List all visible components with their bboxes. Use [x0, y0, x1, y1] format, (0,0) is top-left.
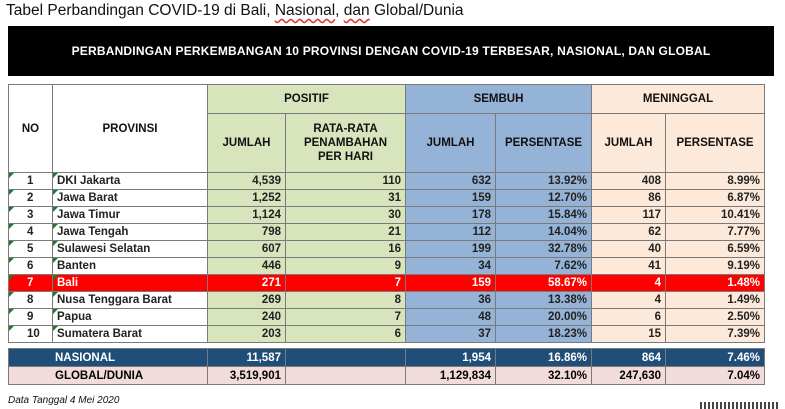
cell-positif-rata: 7: [286, 309, 406, 326]
cell-provinsi: Papua: [53, 309, 208, 326]
cell-meninggal-jumlah: 62: [592, 224, 666, 241]
cell-sembuh-jumlah: 112: [406, 224, 496, 241]
cell-provinsi: DKI Jakarta: [53, 173, 208, 190]
cell-no: 1: [9, 173, 53, 190]
cell-positif-rata: 7: [286, 275, 406, 292]
title-part: Tabel Perbandingan COVID-19 di Bali,: [6, 2, 275, 19]
global-rata: [286, 367, 406, 385]
cell-provinsi: Jawa Tengah: [53, 224, 208, 241]
global-label: GLOBAL/DUNIA: [9, 367, 208, 385]
nasional-positif: 11,587: [208, 349, 286, 367]
document-title: [6, 2, 464, 20]
table-row: [9, 224, 765, 241]
cell-no: 4: [9, 224, 53, 241]
cell-sembuh-persen: 12.70%: [496, 190, 592, 207]
cell-meninggal-persen: 7.77%: [666, 224, 765, 241]
cell-meninggal-jumlah: 4: [592, 275, 666, 292]
header-sembuh: SEMBUH: [406, 85, 592, 114]
cell-positif-rata: 110: [286, 173, 406, 190]
cell-no: 2: [9, 190, 53, 207]
nasional-sembuh: 1,954: [406, 349, 496, 367]
cell-positif-jumlah: 4,539: [208, 173, 286, 190]
cell-meninggal-jumlah: 40: [592, 241, 666, 258]
cell-no: 6: [9, 258, 53, 275]
header-sembuh-jumlah: JUMLAH: [406, 114, 496, 173]
cell-no: 9: [9, 309, 53, 326]
nasional-meninggal: 864: [592, 349, 666, 367]
title-part: Global/Dunia: [369, 2, 464, 19]
cell-meninggal-jumlah: 6: [592, 309, 666, 326]
cell-provinsi: Banten: [53, 258, 208, 275]
cell-sembuh-persen: 18.23%: [496, 326, 592, 343]
cell-meninggal-persen: 1.48%: [666, 275, 765, 292]
cell-positif-jumlah: 269: [208, 292, 286, 309]
header-provinsi: PROVINSI: [53, 85, 208, 173]
cell-sembuh-jumlah: 36: [406, 292, 496, 309]
cell-sembuh-persen: 58.67%: [496, 275, 592, 292]
cell-meninggal-persen: 1.49%: [666, 292, 765, 309]
header-meninggal-persentase: PERSENTASE: [666, 114, 765, 173]
footnote-date: Data Tanggal 4 Mei 2020: [8, 395, 120, 406]
global-positif: 3,519,901: [208, 367, 286, 385]
title-part: ,: [335, 2, 344, 19]
cell-sembuh-jumlah: 34: [406, 258, 496, 275]
cell-no: 5: [9, 241, 53, 258]
cell-provinsi: Jawa Barat: [53, 190, 208, 207]
cell-meninggal-persen: 2.50%: [666, 309, 765, 326]
cell-sembuh-jumlah: 199: [406, 241, 496, 258]
cell-sembuh-persen: 7.62%: [496, 258, 592, 275]
page-edge-decoration: [700, 402, 778, 409]
cell-positif-jumlah: 798: [208, 224, 286, 241]
table-banner: PERBANDINGAN PERKEMBANGAN 10 PROVINSI DENGAN COVID-19 TERBESAR, NASIONAL, DAN GLOBAL: [8, 26, 774, 76]
global-sembuh: 1,129,834: [406, 367, 496, 385]
cell-meninggal-persen: 8.99%: [666, 173, 765, 190]
header-meninggal: MENINGGAL: [592, 85, 765, 114]
global-meninggal-persen: 7.04%: [666, 367, 765, 385]
nasional-rata: [286, 349, 406, 367]
global-sembuh-persen: 32.10%: [496, 367, 592, 385]
cell-no: 3: [9, 207, 53, 224]
cell-positif-jumlah: 1,252: [208, 190, 286, 207]
cell-sembuh-jumlah: 159: [406, 190, 496, 207]
cell-meninggal-jumlah: 408: [592, 173, 666, 190]
cell-meninggal-persen: 6.59%: [666, 241, 765, 258]
cell-sembuh-jumlah: 159: [406, 275, 496, 292]
table-row: [9, 173, 765, 190]
row-nasional: [9, 349, 765, 367]
cell-meninggal-persen: 7.39%: [666, 326, 765, 343]
cell-meninggal-persen: 9.19%: [666, 258, 765, 275]
table-row: [9, 275, 765, 292]
cell-meninggal-jumlah: 41: [592, 258, 666, 275]
title-part: dan: [343, 2, 370, 19]
cell-positif-jumlah: 607: [208, 241, 286, 258]
cell-sembuh-jumlah: 632: [406, 173, 496, 190]
header-meninggal-jumlah: JUMLAH: [592, 114, 666, 173]
cell-positif-rata: 31: [286, 190, 406, 207]
header-positif: POSITIF: [208, 85, 406, 114]
cell-sembuh-persen: 20.00%: [496, 309, 592, 326]
cell-positif-jumlah: 271: [208, 275, 286, 292]
cell-meninggal-jumlah: 86: [592, 190, 666, 207]
cell-no: 8: [9, 292, 53, 309]
cell-provinsi: Bali: [53, 275, 208, 292]
cell-meninggal-persen: 10.41%: [666, 207, 765, 224]
cell-positif-jumlah: 240: [208, 309, 286, 326]
cell-positif-rata: 6: [286, 326, 406, 343]
cell-positif-jumlah: 203: [208, 326, 286, 343]
cell-provinsi: Jawa Timur: [53, 207, 208, 224]
cell-sembuh-jumlah: 48: [406, 309, 496, 326]
table-row: [9, 309, 765, 326]
title-part: Nasional: [274, 2, 336, 19]
cell-positif-jumlah: 1,124: [208, 207, 286, 224]
cell-positif-rata: 21: [286, 224, 406, 241]
table-row: [9, 190, 765, 207]
cell-sembuh-jumlah: 178: [406, 207, 496, 224]
table-row: [9, 292, 765, 309]
cell-sembuh-persen: 32.78%: [496, 241, 592, 258]
cell-meninggal-jumlah: 4: [592, 292, 666, 309]
nasional-label: NASIONAL: [9, 349, 208, 367]
comparison-table: [8, 84, 765, 385]
cell-sembuh-persen: 15.84%: [496, 207, 592, 224]
table-row: [9, 326, 765, 343]
header-sembuh-persentase: PERSENTASE: [496, 114, 592, 173]
cell-meninggal-jumlah: 117: [592, 207, 666, 224]
cell-positif-jumlah: 446: [208, 258, 286, 275]
table-row: [9, 241, 765, 258]
global-meninggal: 247,630: [592, 367, 666, 385]
table-row: [9, 207, 765, 224]
cell-provinsi: Sulawesi Selatan: [53, 241, 208, 258]
table-row: [9, 258, 765, 275]
cell-provinsi: Nusa Tenggara Barat: [53, 292, 208, 309]
cell-sembuh-persen: 13.38%: [496, 292, 592, 309]
header-positif-jumlah: JUMLAH: [208, 114, 286, 173]
cell-positif-rata: 9: [286, 258, 406, 275]
cell-positif-rata: 16: [286, 241, 406, 258]
header-positif-rata: RATA-RATA PENAMBAHAN PER HARI: [286, 114, 406, 173]
cell-sembuh-jumlah: 37: [406, 326, 496, 343]
cell-sembuh-persen: 14.04%: [496, 224, 592, 241]
cell-sembuh-persen: 13.92%: [496, 173, 592, 190]
cell-positif-rata: 30: [286, 207, 406, 224]
cell-provinsi: Sumatera Barat: [53, 326, 208, 343]
cell-meninggal-jumlah: 15: [592, 326, 666, 343]
nasional-meninggal-persen: 7.46%: [666, 349, 765, 367]
cell-meninggal-persen: 6.87%: [666, 190, 765, 207]
cell-no: 10: [9, 326, 53, 343]
nasional-sembuh-persen: 16.86%: [496, 349, 592, 367]
cell-no: 7: [9, 275, 53, 292]
cell-positif-rata: 8: [286, 292, 406, 309]
row-global: [9, 367, 765, 385]
province-rows: [9, 173, 765, 343]
header-no: NO: [9, 85, 53, 173]
